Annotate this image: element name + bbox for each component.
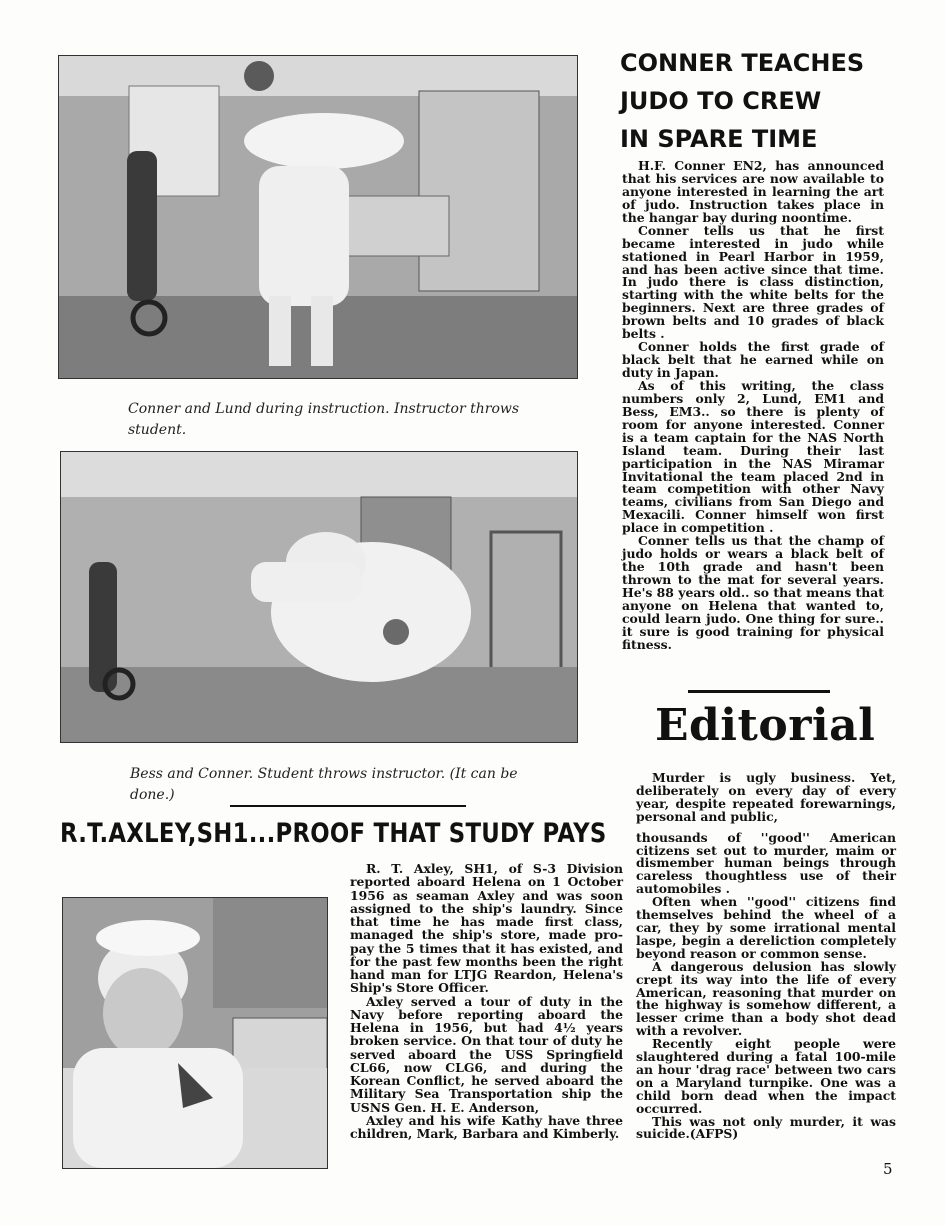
judo-paragraph: Conner holds the first grade of black belt that he earned while on duty in Japan. (622, 339, 884, 380)
axley-paragraph: Axley and his wife Kathy have three children, Mark, Barbara and Kimberly. (350, 1112, 623, 1141)
photo-caption-middle: Bess and Conner. Student throws instructor. (It can be done.) (130, 766, 518, 803)
judo-paragraph: As of this writing, the class numbers only 2, Lund, EM1 and Bess, EM3.. so there is plenty of room for anyone interested. Conner is a team captain for the NAS North Island team. During their last participation in the NAS Miramar Invitational the team placed 2nd in team competition with other Navy teams, civilians from San Diego and Mexacili. Conner himself won first place in competition . (622, 377, 884, 536)
judo-headline-line: JUDO TO CREW (620, 87, 822, 115)
editorial-paragraph: Often when ''good'' citizens find themselves behind the wheel of a car, they by some irrational mental laspe, begin a dereliction completely beyond reason or common sense. (636, 894, 896, 961)
photo-caption-top: Conner and Lund during instruction. Instructor throws student. (128, 401, 520, 438)
judo-headline-line: CONNER TEACHES (620, 49, 865, 77)
judo-paragraph: H.F. Conner EN2, has announced that his services are now available to anyone interested in learning the art of judo. Instruction takes place in the hangar bay during noontime. (622, 158, 884, 225)
axley-article-body (350, 862, 623, 1140)
page-number: 5 (883, 1160, 893, 1178)
editorial-paragraph: Murder is ugly business. Yet, deliberately on every day of every year, despite repeated forewarnings, personal and public, (636, 770, 896, 824)
judo-headline-line: IN SPARE TIME (620, 125, 818, 153)
editorial-paragraph: Recently eight people were slaughtered during a fatal 100-mile an hour 'drag race' between two cars on a Maryland turnpike. One was a child born dead when the impact occurred. (636, 1036, 896, 1116)
editorial-paragraph: This was not only murder, it was suicide.(AFPS) (636, 1113, 896, 1142)
axley-paragraph: R. T. Axley, SH1, of S-3 Division reported aboard Helena on 1 October 1956 as seaman Axley and was soon assigned to the ship's laundry. Since that time he has made first class, managed the ship's store, made pro-pay the 5 times that it has existed, and for the past few months been the right hand man for LTJG Reardon, Helena's Ship's Store Officer. (350, 861, 623, 996)
judo-paragraph: Conner tells us that he first became interested in judo while stationed in Pearl Harbor in 1959, and has been active since that time. In judo there is class distinction, starting with the white belts for the beginners. Next are three grades of brown belts and 10 grades of black belts . (622, 222, 884, 342)
editorial-title: Editorial (655, 700, 876, 751)
editorial-body (636, 772, 896, 1141)
judo-paragraph: Conner tells us that the champ of judo holds or wears a black belt of the 10th grade and hasn't been thrown to the mat for several years. He's 88 years old.. so that means that anyone on Helena that wanted to, could learn judo. One thing for sure.. it sure is good training for physical fitness. (622, 533, 884, 652)
judo-article-body (622, 160, 884, 652)
editorial-paragraph: thousands of ''good'' American citizens set out to murder, maim or dismember human beings through careless thoughtless use of their automobiles . (636, 829, 896, 897)
judo-headline (620, 44, 864, 158)
editorial-paragraph: A dangerous delusion has slowly crept its way into the life of every American, reasoning that murder on the highway is somehow different, a lesser crime than a body shot dead with a revolver. (636, 958, 896, 1039)
photo-judo-throw-1 (58, 55, 578, 379)
photo-axley-portrait (62, 897, 328, 1169)
axley-paragraph: Axley served a tour of duty in the Navy before reporting aboard the Helena in 1956, but had 4½ years broken service. On that tour of duty he served aboard the USS Springfield CL66, now CLG6, and during the Korean Conflict, he served aboard the Military Sea Transportation ship the USNS Gen. H. E. Anderson, (350, 993, 623, 1115)
axley-headline: R.T.AXLEY,SH1...PROOF THAT STUDY PAYS (60, 818, 607, 849)
photo-judo-throw-2 (60, 451, 578, 743)
editorial-rule (688, 690, 830, 693)
divider-rule (230, 805, 466, 807)
